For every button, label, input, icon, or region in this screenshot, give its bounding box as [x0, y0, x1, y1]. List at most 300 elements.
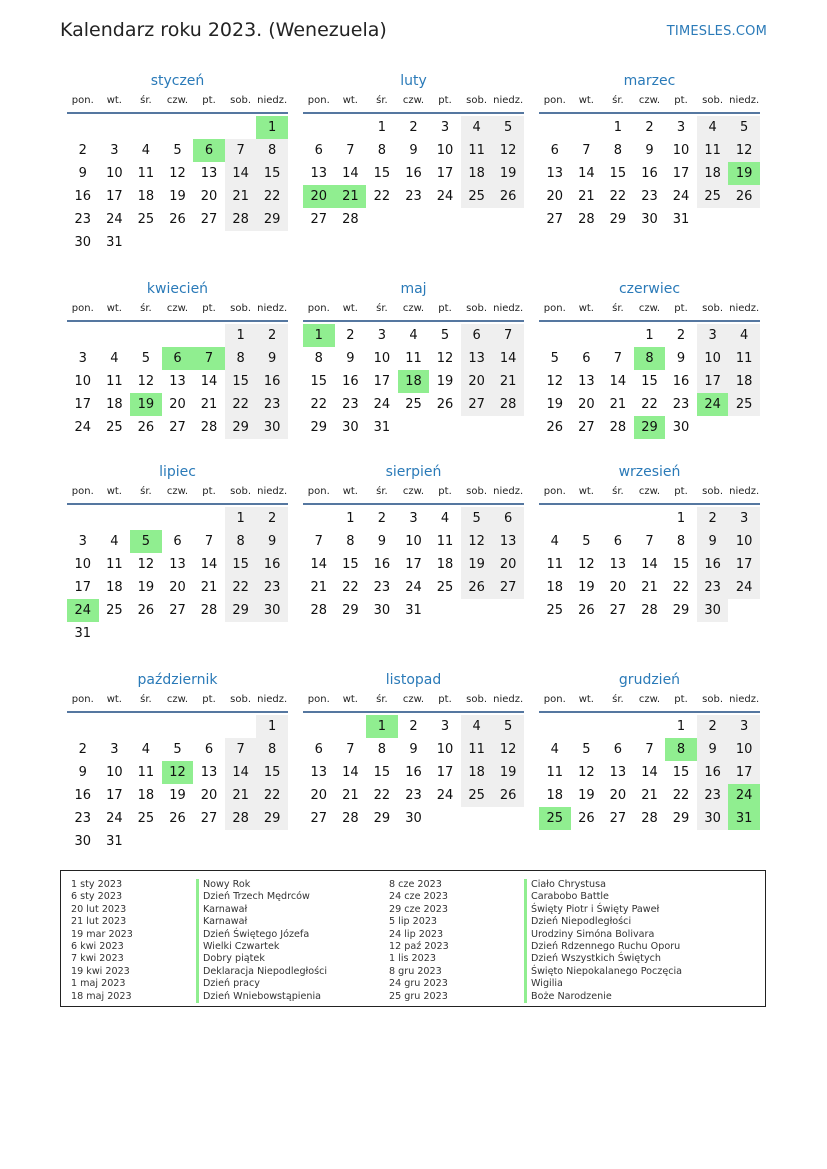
weekend-day: 19	[492, 162, 524, 185]
weekend-day: 29	[225, 599, 257, 622]
day-cell: 25	[137, 811, 155, 826]
day-cell: 23	[405, 189, 422, 204]
empty-cell	[303, 715, 335, 738]
empty-cell	[162, 830, 194, 853]
weekday-label: niedz.	[493, 694, 524, 705]
weekend-day: 26	[492, 185, 524, 208]
day-cell: 24	[436, 189, 454, 204]
weekday-label: czw.	[638, 95, 661, 106]
weekend-day: 30	[256, 416, 288, 439]
legend-holiday-name: Święto Niepokalanego Poczęcia	[531, 965, 683, 977]
day-cell: 25	[106, 603, 123, 618]
weekday-label: pt.	[438, 95, 452, 106]
weekend-day: 18	[728, 370, 760, 393]
day-cell: 8	[613, 143, 623, 158]
day-cell: 27	[609, 811, 627, 826]
legend-right-dates	[389, 879, 449, 1003]
empty-cell	[461, 208, 493, 231]
empty-cell	[162, 715, 194, 738]
day-cell: 1	[346, 511, 355, 526]
legend-date: 12 paź 2023	[389, 940, 449, 952]
day-cell: 28	[578, 212, 595, 227]
day-cell: 15	[672, 765, 690, 780]
day-cell: 30	[342, 420, 359, 435]
empty-cell	[162, 507, 194, 530]
holiday-day: 18	[398, 370, 430, 393]
day-cell: 12	[137, 557, 155, 572]
day-cell: 27	[169, 603, 186, 618]
day-cell: 18	[137, 189, 155, 204]
weekday-label: sob.	[466, 303, 488, 314]
day-cell: 30	[641, 212, 658, 227]
day-cell: 27	[310, 212, 328, 227]
weekday-label: niedz.	[257, 303, 288, 314]
weekend-day: 22	[256, 185, 288, 208]
empty-cell	[602, 715, 634, 738]
empty-cell	[99, 116, 131, 139]
weekend-day: 8	[256, 139, 288, 162]
legend-date: 6 kwi 2023	[71, 940, 124, 952]
day-cell: 25	[137, 212, 155, 227]
weekday-label: pon.	[307, 95, 330, 106]
empty-cell	[634, 715, 666, 738]
day-cell: 26	[436, 397, 454, 412]
empty-cell	[193, 830, 225, 853]
legend-date: 29 cze 2023	[389, 903, 448, 915]
day-cell: 13	[546, 166, 564, 181]
weekday-label: niedz.	[729, 303, 760, 314]
weekday-label: sob.	[466, 694, 488, 705]
day-cell: 19	[169, 189, 186, 204]
weekday-label: pt.	[674, 486, 688, 497]
weekday-label: wt.	[342, 694, 358, 705]
month-block	[539, 461, 760, 622]
day-cell: 9	[346, 351, 355, 366]
day-cell: 17	[373, 374, 391, 389]
holiday-day: 8	[665, 738, 697, 761]
day-cell: 27	[546, 212, 564, 227]
day-cell: 13	[578, 374, 595, 389]
holiday-day: 5	[130, 530, 162, 553]
empty-cell	[225, 116, 257, 139]
day-cell: 19	[137, 580, 155, 595]
day-cell: 29	[373, 811, 391, 826]
day-cell: 22	[373, 189, 391, 204]
day-cell: 28	[641, 811, 658, 826]
site-link[interactable]: TIMESLES.COM	[666, 24, 767, 39]
empty-cell	[162, 622, 194, 645]
holiday-day: 24	[728, 784, 760, 807]
day-cell: 14	[342, 166, 359, 181]
weekday-label: wt.	[106, 694, 122, 705]
legend-holiday-name: Dobry piątek	[203, 953, 265, 965]
weekend-day: 16	[256, 370, 288, 393]
day-cell: 20	[310, 788, 328, 803]
day-cell: 7	[582, 143, 591, 158]
day-cell: 7	[346, 742, 355, 757]
month-block	[303, 669, 524, 830]
empty-cell	[256, 830, 288, 853]
empty-cell	[193, 622, 225, 645]
empty-cell	[225, 715, 257, 738]
day-cell: 27	[200, 212, 218, 227]
day-cell: 27	[200, 811, 218, 826]
month-name: styczeń	[150, 73, 205, 89]
day-cell: 25	[405, 397, 422, 412]
day-grid	[303, 507, 524, 622]
empty-cell	[67, 507, 99, 530]
day-cell: 1	[676, 511, 686, 526]
day-cell: 31	[672, 212, 690, 227]
weekday-label: pt.	[202, 95, 216, 106]
legend-holiday-name: Deklaracja Niepodległości	[203, 965, 328, 977]
legend-holiday-name: Nowy Rok	[203, 879, 251, 890]
weekend-day: 21	[492, 370, 524, 393]
weekday-header	[67, 691, 288, 713]
day-cell: 8	[346, 534, 355, 549]
weekday-header	[539, 92, 760, 114]
weekend-day: 27	[461, 393, 493, 416]
weekend-day: 14	[225, 162, 257, 185]
month-name: lipiec	[159, 464, 196, 480]
weekend-day: 18	[697, 162, 729, 185]
day-cell: 16	[342, 374, 359, 389]
legend-date: 1 sty 2023	[71, 879, 123, 890]
empty-cell	[225, 231, 257, 254]
day-cell: 20	[200, 189, 218, 204]
day-cell: 10	[672, 143, 690, 158]
day-cell: 16	[405, 765, 422, 780]
day-cell: 31	[106, 834, 123, 849]
day-cell: 17	[405, 557, 422, 572]
weekend-day: 16	[697, 761, 729, 784]
weekday-label: sob.	[230, 303, 252, 314]
day-cell: 15	[672, 557, 690, 572]
weekend-day: 28	[492, 393, 524, 416]
weekend-day: 23	[697, 784, 729, 807]
day-cell: 28	[641, 603, 658, 618]
day-cell: 10	[106, 166, 123, 181]
day-cell: 20	[609, 788, 627, 803]
weekday-header	[67, 92, 288, 114]
day-cell: 31	[74, 626, 92, 641]
weekend-day: 15	[256, 761, 288, 784]
day-cell: 15	[342, 557, 359, 572]
legend-date: 19 mar 2023	[71, 928, 133, 940]
legend-holiday-name: Wigilia	[531, 978, 563, 990]
day-cell: 5	[141, 351, 151, 366]
weekend-day: 25	[728, 393, 760, 416]
day-cell: 22	[672, 788, 690, 803]
weekend-day: 6	[492, 507, 524, 530]
legend-holiday-name: Dzień Wniebowstąpienia	[203, 990, 321, 1002]
weekend-day: 9	[697, 738, 729, 761]
weekend-day: 12	[461, 530, 493, 553]
day-grid	[303, 116, 524, 231]
weekend-day: 18	[461, 761, 493, 784]
day-cell: 16	[641, 166, 658, 181]
weekday-label: wt.	[106, 486, 122, 497]
empty-cell	[571, 715, 603, 738]
weekday-label: niedz.	[257, 486, 288, 497]
day-cell: 26	[546, 420, 564, 435]
weekday-label: pt.	[674, 95, 688, 106]
weekend-day: 30	[256, 599, 288, 622]
weekday-header	[539, 300, 760, 322]
day-cell: 1	[676, 719, 686, 734]
day-cell: 24	[106, 212, 123, 227]
month-block	[67, 278, 288, 439]
day-cell: 18	[546, 580, 564, 595]
day-cell: 31	[373, 420, 391, 435]
legend-holiday-name: Karnawał	[203, 903, 248, 915]
day-cell: 14	[641, 557, 658, 572]
day-cell: 3	[110, 742, 119, 757]
weekday-header	[539, 691, 760, 713]
month-name: luty	[400, 73, 427, 89]
weekend-day: 27	[492, 576, 524, 599]
day-grid	[67, 116, 288, 254]
day-cell: 17	[436, 765, 454, 780]
day-cell: 22	[373, 788, 391, 803]
weekday-label: niedz.	[257, 694, 288, 705]
weekend-day: 5	[492, 116, 524, 139]
weekday-label: wt.	[106, 303, 122, 314]
empty-cell	[67, 715, 99, 738]
weekday-label: sob.	[702, 486, 724, 497]
legend-date: 8 gru 2023	[389, 965, 442, 977]
weekend-day: 2	[697, 715, 729, 738]
day-cell: 21	[641, 580, 658, 595]
day-cell: 5	[550, 351, 559, 366]
weekday-header	[303, 300, 524, 322]
day-cell: 9	[377, 534, 387, 549]
empty-cell	[335, 116, 367, 139]
weekend-day: 11	[697, 139, 729, 162]
weekend-day: 29	[256, 208, 288, 231]
weekday-label: sob.	[466, 95, 488, 106]
day-cell: 29	[342, 603, 359, 618]
day-cell: 4	[550, 534, 559, 549]
day-cell: 15	[310, 374, 328, 389]
day-cell: 26	[169, 212, 186, 227]
day-cell: 6	[314, 742, 323, 757]
weekend-day: 15	[225, 553, 257, 576]
day-cell: 11	[436, 534, 454, 549]
day-cell: 8	[377, 143, 387, 158]
weekday-label: czw.	[166, 694, 189, 705]
day-cell: 7	[613, 351, 623, 366]
weekend-day: 22	[225, 393, 257, 416]
weekday-label: czw.	[402, 95, 425, 106]
legend-holiday-name: Karnawał	[203, 916, 248, 928]
empty-cell	[492, 599, 524, 622]
empty-cell	[225, 622, 257, 645]
day-cell: 7	[314, 534, 323, 549]
weekend-day: 11	[461, 139, 493, 162]
month-name: kwiecień	[146, 281, 209, 297]
month-name: wrzesień	[618, 464, 681, 480]
empty-cell	[429, 208, 461, 231]
day-cell: 23	[672, 397, 690, 412]
weekday-header	[303, 92, 524, 114]
day-cell: 30	[74, 235, 92, 250]
empty-cell	[398, 208, 430, 231]
weekend-day: 14	[225, 761, 257, 784]
weekend-day: 3	[728, 715, 760, 738]
day-cell: 13	[200, 765, 218, 780]
month-block	[67, 70, 288, 254]
legend-holiday-name: Dzień Wszystkich Świętych	[531, 953, 662, 965]
empty-cell	[99, 622, 131, 645]
day-cell: 29	[609, 212, 627, 227]
weekday-label: niedz.	[729, 694, 760, 705]
day-cell: 10	[405, 534, 422, 549]
day-cell: 19	[169, 788, 186, 803]
day-cell: 12	[546, 374, 564, 389]
day-cell: 6	[613, 534, 623, 549]
empty-cell	[130, 116, 162, 139]
empty-cell	[461, 807, 493, 830]
day-cell: 23	[405, 788, 422, 803]
day-cell: 10	[373, 351, 391, 366]
empty-cell	[539, 507, 571, 530]
day-cell: 29	[672, 811, 690, 826]
day-cell: 25	[546, 603, 564, 618]
empty-cell	[67, 324, 99, 347]
day-cell: 13	[609, 765, 627, 780]
weekday-label: pt.	[438, 694, 452, 705]
weekday-label: niedz.	[729, 486, 760, 497]
holiday-day: 6	[162, 347, 194, 370]
empty-cell	[256, 622, 288, 645]
day-cell: 1	[377, 120, 387, 135]
day-cell: 19	[578, 788, 595, 803]
weekend-day: 3	[697, 324, 729, 347]
weekday-label: pt.	[438, 303, 452, 314]
day-cell: 20	[200, 788, 218, 803]
day-cell: 5	[582, 742, 591, 757]
day-cell: 6	[204, 742, 214, 757]
legend-holiday-name: Urodziny Simóna Bolivara	[531, 928, 655, 940]
weekday-header	[67, 483, 288, 505]
day-cell: 18	[106, 580, 123, 595]
legend-holiday-name: Wielki Czwartek	[203, 940, 280, 952]
day-cell: 2	[78, 742, 87, 757]
weekend-day: 15	[256, 162, 288, 185]
weekend-day: 2	[256, 324, 288, 347]
empty-cell	[130, 830, 162, 853]
day-cell: 16	[373, 557, 391, 572]
empty-cell	[130, 231, 162, 254]
day-cell: 12	[137, 374, 155, 389]
weekday-label: śr.	[612, 303, 624, 314]
day-cell: 4	[141, 143, 151, 158]
weekday-label: sob.	[702, 95, 724, 106]
day-cell: 6	[314, 143, 323, 158]
day-cell: 14	[310, 557, 328, 572]
legend-right-bar	[524, 879, 527, 1003]
day-cell: 13	[310, 765, 328, 780]
weekday-label: wt.	[342, 486, 358, 497]
day-cell: 30	[373, 603, 391, 618]
empty-cell	[492, 208, 524, 231]
weekend-day: 25	[461, 784, 493, 807]
legend-date: 20 lut 2023	[71, 903, 127, 915]
day-cell: 6	[550, 143, 559, 158]
weekend-day: 30	[697, 807, 729, 830]
empty-cell	[539, 715, 571, 738]
day-cell: 4	[409, 328, 418, 343]
day-cell: 12	[578, 765, 595, 780]
weekend-day: 25	[461, 185, 493, 208]
empty-cell	[225, 830, 257, 853]
day-cell: 13	[200, 166, 218, 181]
day-cell: 24	[436, 788, 454, 803]
weekday-label: śr.	[612, 694, 624, 705]
weekday-label: pon.	[543, 486, 566, 497]
day-cell: 4	[110, 351, 119, 366]
weekday-label: pon.	[543, 303, 566, 314]
legend-date: 19 kwi 2023	[71, 965, 130, 977]
month-block	[67, 461, 288, 645]
day-cell: 16	[405, 166, 422, 181]
weekend-day: 25	[697, 185, 729, 208]
empty-cell	[67, 116, 99, 139]
empty-cell	[697, 208, 729, 231]
day-cell: 7	[645, 534, 654, 549]
day-cell: 8	[314, 351, 323, 366]
weekday-label: sob.	[230, 486, 252, 497]
empty-cell	[99, 324, 131, 347]
day-cell: 30	[672, 420, 690, 435]
legend-date: 7 kwi 2023	[71, 953, 124, 965]
weekend-day: 29	[256, 807, 288, 830]
legend-date: 1 lis 2023	[389, 953, 436, 965]
weekend-day: 4	[461, 116, 493, 139]
month-block	[303, 70, 524, 231]
weekday-label: pon.	[71, 95, 94, 106]
weekday-label: sob.	[230, 95, 252, 106]
day-cell: 28	[200, 420, 218, 435]
weekend-day: 20	[461, 370, 493, 393]
day-cell: 5	[173, 143, 182, 158]
empty-cell	[130, 324, 162, 347]
weekend-day: 1	[225, 324, 257, 347]
weekend-day: 13	[461, 347, 493, 370]
empty-cell	[303, 507, 335, 530]
weekday-label: wt.	[342, 95, 358, 106]
day-cell: 15	[373, 765, 391, 780]
month-block	[539, 669, 760, 830]
empty-cell	[303, 116, 335, 139]
legend-date: 24 lip 2023	[389, 928, 444, 940]
legend-holiday-name: Dzień Rdzennego Ruchu Oporu	[531, 940, 681, 952]
weekend-day: 8	[225, 347, 257, 370]
day-cell: 12	[169, 166, 186, 181]
day-cell: 21	[578, 189, 595, 204]
day-cell: 6	[582, 351, 591, 366]
holiday-day: 21	[335, 185, 367, 208]
weekday-label: śr.	[376, 486, 388, 497]
weekend-day: 24	[728, 576, 760, 599]
weekend-day: 12	[728, 139, 760, 162]
legend-holiday-name: Dzień Świętego Józefa	[203, 928, 310, 940]
weekday-label: pt.	[674, 303, 688, 314]
day-cell: 13	[169, 557, 186, 572]
weekend-day: 9	[697, 530, 729, 553]
day-cell: 7	[204, 534, 214, 549]
